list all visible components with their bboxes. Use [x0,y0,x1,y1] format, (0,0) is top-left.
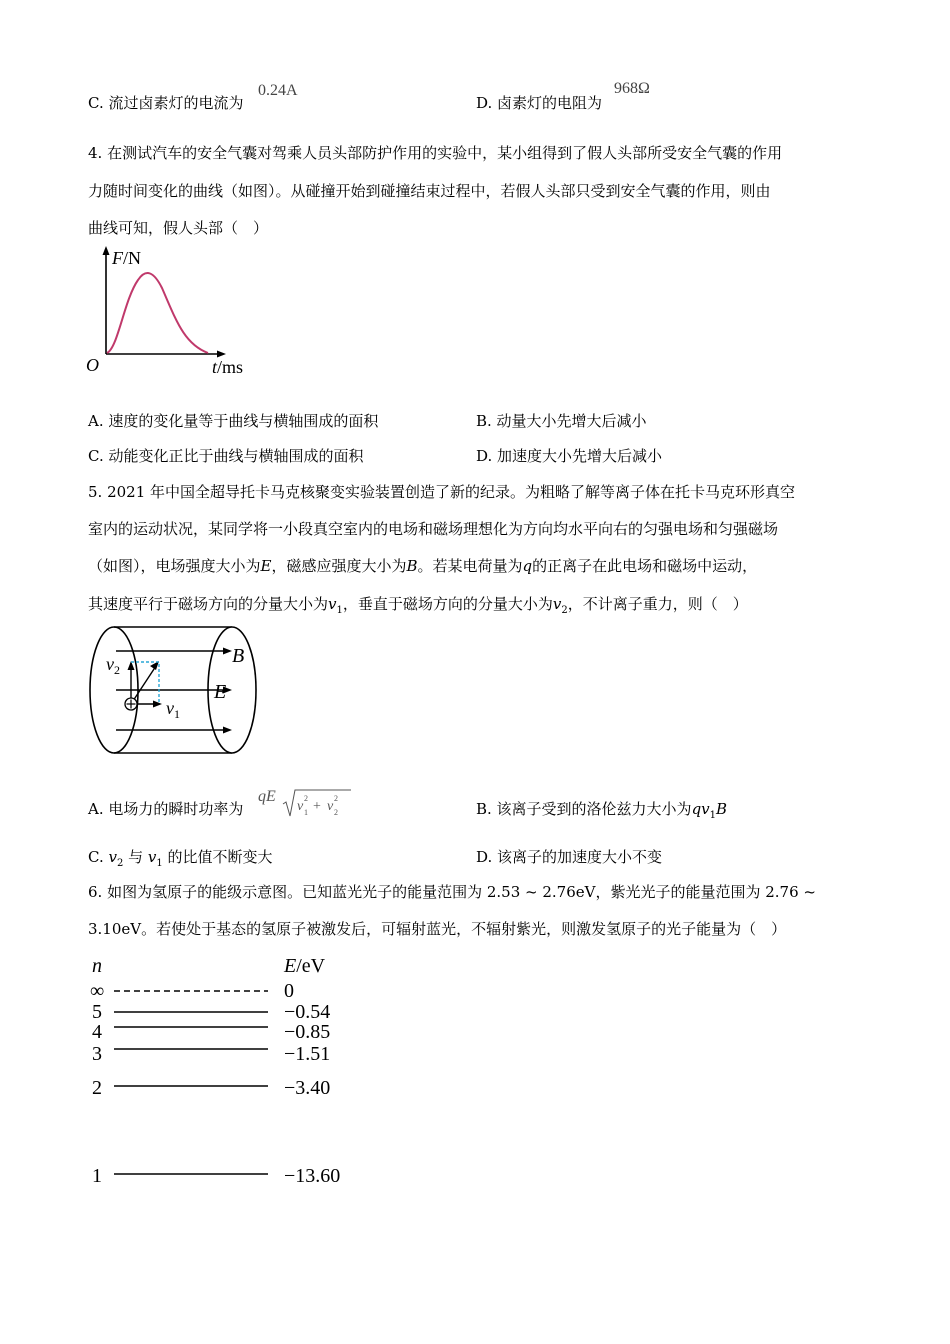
q4-graph-y-arrow [103,246,110,255]
q6-level-1 [92,1165,340,1187]
q4-stem-line-2: 力随时间变化的曲线（如图）。从碰撞开始到碰撞结束过程中，若假人头部只受到安全气囊的作用，则由 [88,182,771,200]
q6-level-5 [92,1001,330,1023]
q4-graph-origin: O [86,355,99,375]
q5-sqrt-v2-sub: 2 [334,808,338,817]
q3-option-c-text: C. 流过卤素灯的电流为 [88,94,244,112]
q6-level-2-E: −3.40 [284,1077,331,1099]
q5-stem-line-1: 5. 2021 年中国全超导托卡马克核聚变实验装置创造了新的纪录。为粗略了解等离子体在托卡马克环形真空 [88,483,796,501]
q4-graph-curve [107,273,208,353]
q5-velocity-arrow-line [131,666,156,704]
q6-level-1-n: 1 [92,1165,102,1187]
q5-option-a-sqrt [281,786,353,820]
q6-level-3-E: −1.51 [284,1043,331,1065]
q6-level-5-n: 5 [92,1001,102,1023]
q6-level-inf [90,980,294,1002]
q4-option-d: D. 加速度大小先增大后减小 [476,447,663,465]
q6-level-inf-E: 0 [284,980,294,1002]
q5-sqrt-v1-sup: 2 [304,794,308,803]
q3-option-d [476,93,602,113]
q4-graph-y-label: F/N [112,248,141,268]
q6-level-2-n: 2 [92,1077,102,1099]
q5-option-d: D. 该离子的加速度大小不变 [476,848,663,866]
q5-sqrt-v1: v [297,799,304,814]
q6-level-inf-n: ∞ [90,980,105,1002]
q4-option-b: B. 动量大小先增大后减小 [476,412,647,430]
q3-option-c [88,93,243,113]
q6-stem-line-2: 3.10eV。若使处于基态的氢原子被激发后，可辐射蓝光，不辐射紫光，则激发氢原子的光子能量为（ ） [88,920,787,938]
q5-sqrt-v2: v [327,799,334,814]
q6-level-3 [92,1043,330,1065]
q5-option-a: A. 电场力的瞬时功率为 [88,800,244,818]
q6-level-4-E: −0.85 [284,1021,331,1043]
q5-field-figure [86,620,266,760]
q5-sqrt-plus: + [313,799,321,814]
q5-label-E: E [214,681,227,703]
q6-level-3-n: 3 [92,1043,102,1065]
q5-option-a-math: qE [258,788,276,805]
q5-option-c: C. $v_2$ 与 $v_1$ 的比值不断变大 [88,848,273,869]
q5-stem-line-3: （如图），电场强度大小为E，磁感应强度大小为B。若某电荷量为q的正离子在此电场和磁场中运动， [88,557,758,575]
q5-v1-arrow-head [153,701,162,708]
q6-level-1-E: −13.60 [284,1165,341,1187]
q6-level-5-E: −0.54 [284,1001,331,1023]
q5-option-b: B. 该离子受到的洛伦兹力大小为$qv_1B$ [476,800,728,821]
q6-energy-level-diagram [84,950,384,1195]
q3-option-d-math: 968Ω [614,80,650,97]
q3-option-d-text: D. 卤素灯的电阻为 [476,94,603,112]
q5-sqrt-v2-sup: 2 [334,794,338,803]
q5-stem-line-4: 其速度平行于磁场方向的分量大小为$v_1$，垂直于磁场方向的分量大小为$v_2$，不计离子重力，则（ ） [88,595,748,616]
q4-stem-line-1: 4. 在测试汽车的安全气囊对驾乘人员头部防护作用的实验中，某小组得到了假人头部所受安全气囊的作用 [88,144,783,162]
q4-graph-x-label: t/ms [212,357,244,377]
q5-stem-line-2: 室内的运动状况，某同学将一小段真空室内的电场和磁场理想化为方向均水平向右的匀强电场和匀强磁场 [88,520,779,538]
q4-option-c: C. 动能变化正比于曲线与横轴围成的面积 [88,447,364,465]
q5-label-v2: $v_2$ [106,654,120,677]
q6-level-2 [92,1077,330,1099]
q3-option-c-math: 0.24A [258,82,298,99]
q6-header-E: E/eV [284,955,326,977]
q6-stem-line-1: 6. 如图为氢原子的能级示意图。已知蓝光光子的能量范围为 2.53 ~ 2.76eV，紫光光子的能量范围为 2.76 ~ [88,883,816,901]
q5-sqrt-v1-sub: 1 [304,808,308,817]
q4-option-a: A. 速度的变化量等于曲线与横轴围成的面积 [88,412,379,430]
q5-label-B: B [232,645,245,667]
q4-force-time-graph [80,240,280,380]
q5-label-v1: $v_1$ [166,698,180,721]
q6-header-n: n [92,955,102,977]
q6-level-4 [92,1021,330,1043]
q6-level-4-n: 4 [92,1021,102,1043]
q4-stem-line-3: 曲线可知，假人头部（ ） [88,219,269,237]
